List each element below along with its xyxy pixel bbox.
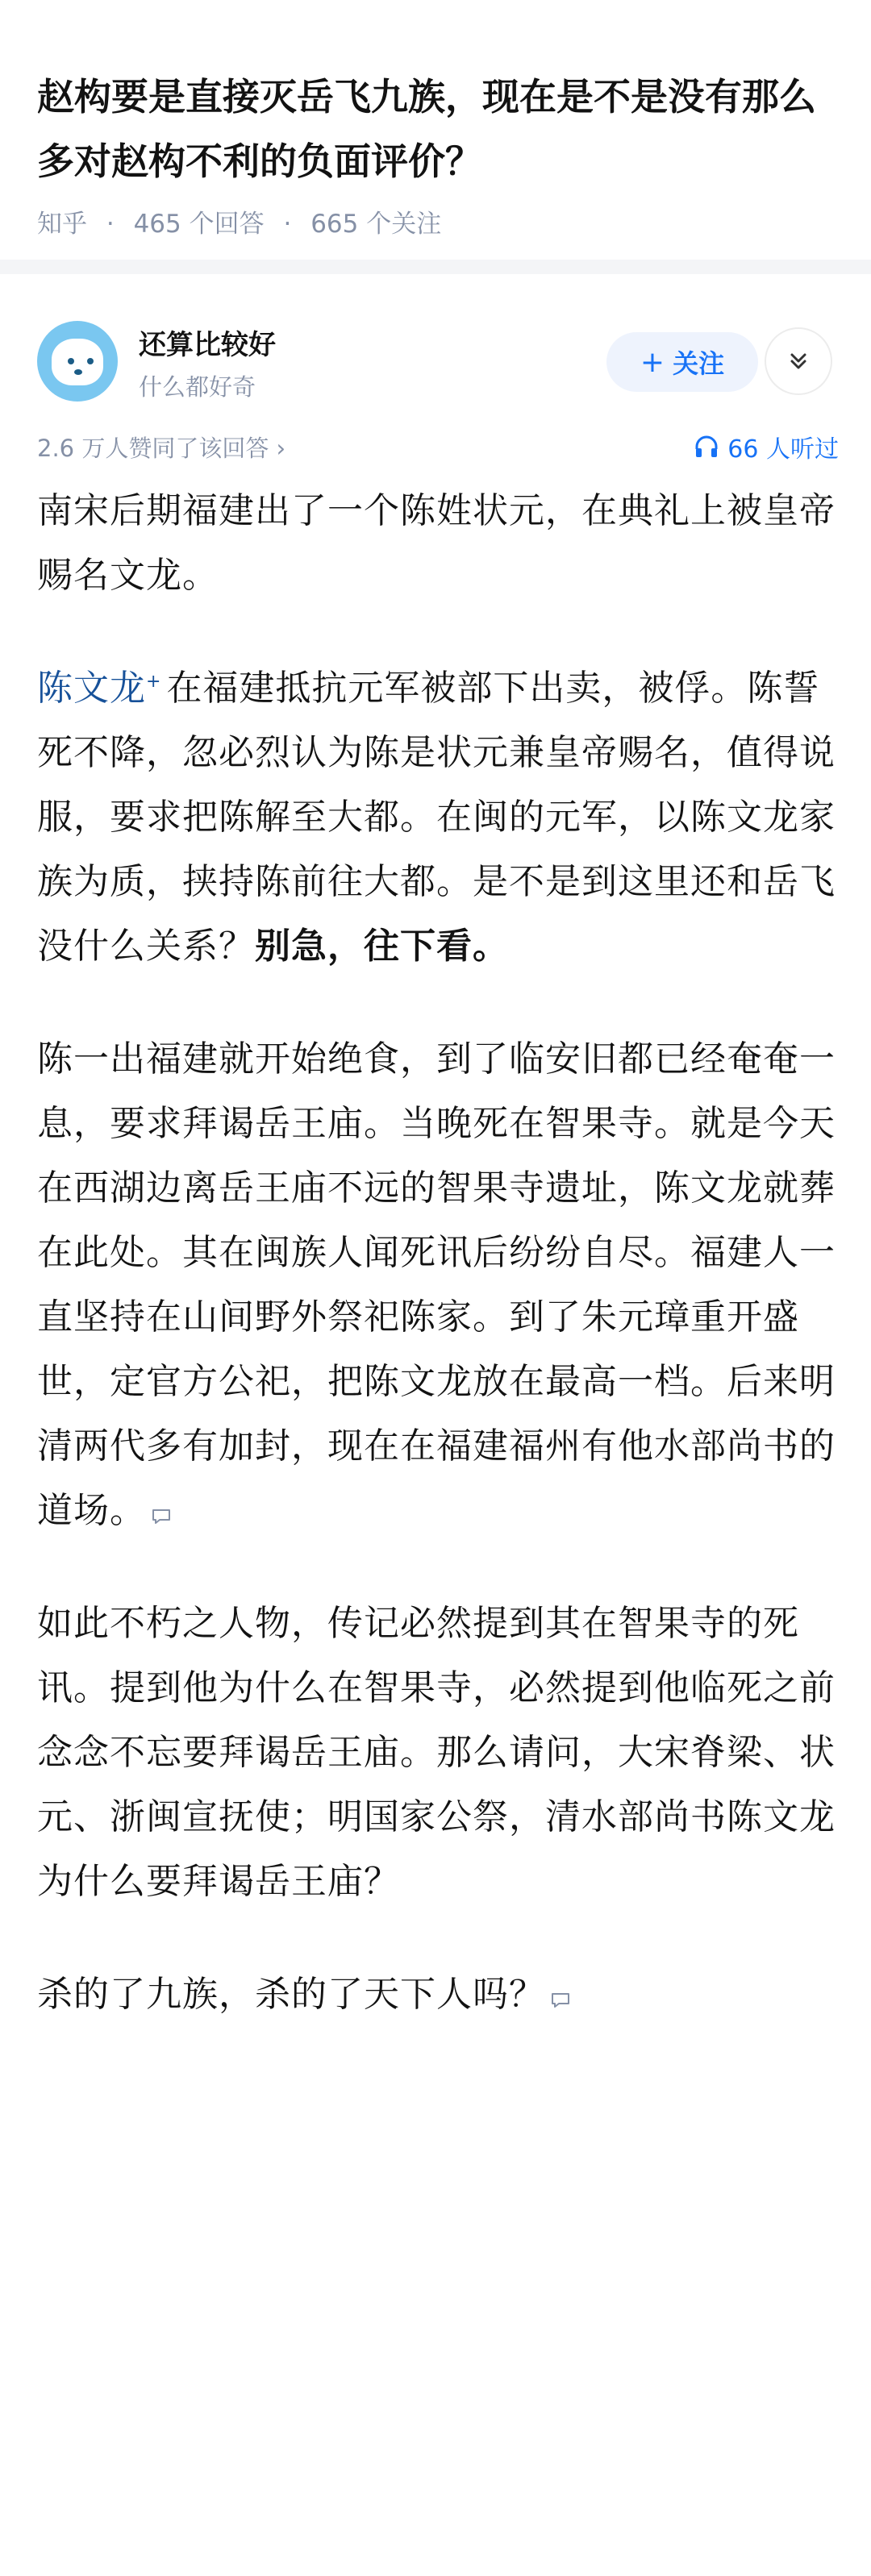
follow-label: 关注 — [673, 348, 725, 379]
paragraph-5-text: 杀的了九族，杀的了天下人吗？ — [37, 1974, 545, 2015]
listen-button[interactable] — [694, 429, 839, 464]
answer-content — [37, 479, 844, 2075]
upvote-count[interactable]: 2.6 万人赞同了该回答 › — [37, 435, 286, 462]
paragraph-5 — [37, 1962, 844, 2027]
paragraph-4: 如此不朽之人物，传记必然提到其在智果寺的死讯。提到他为什么在智果寺，必然提到他临死之前念念不忘要拜谒岳王庙。那么请问，大宋脊梁、状元、浙闽宣抚使；明国家公祭，清水部尚书陈文龙为什么要拜谒岳王庙？ — [37, 1603, 836, 1902]
author-bio: 什么都好奇 — [139, 373, 256, 401]
follow-button[interactable] — [606, 332, 758, 392]
author-name[interactable]: 还算比较好 — [139, 329, 276, 361]
listener-count: 66 人听过 — [727, 435, 839, 464]
chevron-double-down-icon — [786, 349, 811, 373]
paragraph-3 — [37, 1027, 844, 1543]
source-label: 知乎 — [37, 210, 87, 239]
section-divider — [0, 260, 871, 274]
paragraph-3-text: 陈一出福建就开始绝食，到了临安旧都已经奄奄一息，要求拜谒岳王庙。当晚死在智果寺。就是今天在西湖边离岳王庙不远的智果寺遗址，陈文龙就葬在此处。其在闽族人闻死讯后纷纷自尽。福建人一直坚持在山间野外祭祀陈家。到了朱元璋重开盛世，定官方公祀，把陈文龙放在最高一档。后来明清两代多有加封，现在在福建福州有他水部尚书的道场。 — [37, 1038, 836, 1531]
expand-more-button[interactable] — [765, 327, 832, 395]
avatar[interactable] — [37, 321, 118, 402]
headphones-icon — [694, 435, 719, 459]
paragraph-2 — [37, 656, 844, 979]
answer-count[interactable]: 465 个回答 — [133, 210, 265, 239]
entity-link-chen-wenlong[interactable]: 陈文龙 — [37, 668, 146, 709]
avatar-face — [52, 339, 103, 385]
link-marker-icon: + — [146, 672, 162, 693]
plus-icon: + — [640, 345, 665, 379]
comment-bubble-icon[interactable] — [151, 1508, 172, 1525]
follower-count[interactable]: 665 个关注 — [310, 210, 442, 239]
question-meta — [37, 203, 452, 239]
question-title[interactable]: 赵构要是直接灭岳飞九族，现在是不是没有那么多对赵构不利的负面评价？ — [37, 75, 816, 183]
paragraph-1: 南宋后期福建出了一个陈姓状元，在典礼上被皇帝赐名文龙。 — [37, 490, 836, 596]
meta-separator: · — [106, 210, 115, 239]
meta-separator: · — [283, 210, 292, 239]
paragraph-2-text: 在福建抵抗元军被部下出卖，被俘。陈誓死不降，忽必烈认为陈是状元兼皇帝赐名，值得说服，要求把陈解至大都。在闽的元军，以陈文龙家族为质，挟持陈前往大都。是不是到这里还和岳飞没什么关系？ — [37, 668, 836, 967]
comment-bubble-icon[interactable] — [550, 1991, 571, 2009]
paragraph-2-bold: 别急，往下看。 — [255, 926, 509, 967]
